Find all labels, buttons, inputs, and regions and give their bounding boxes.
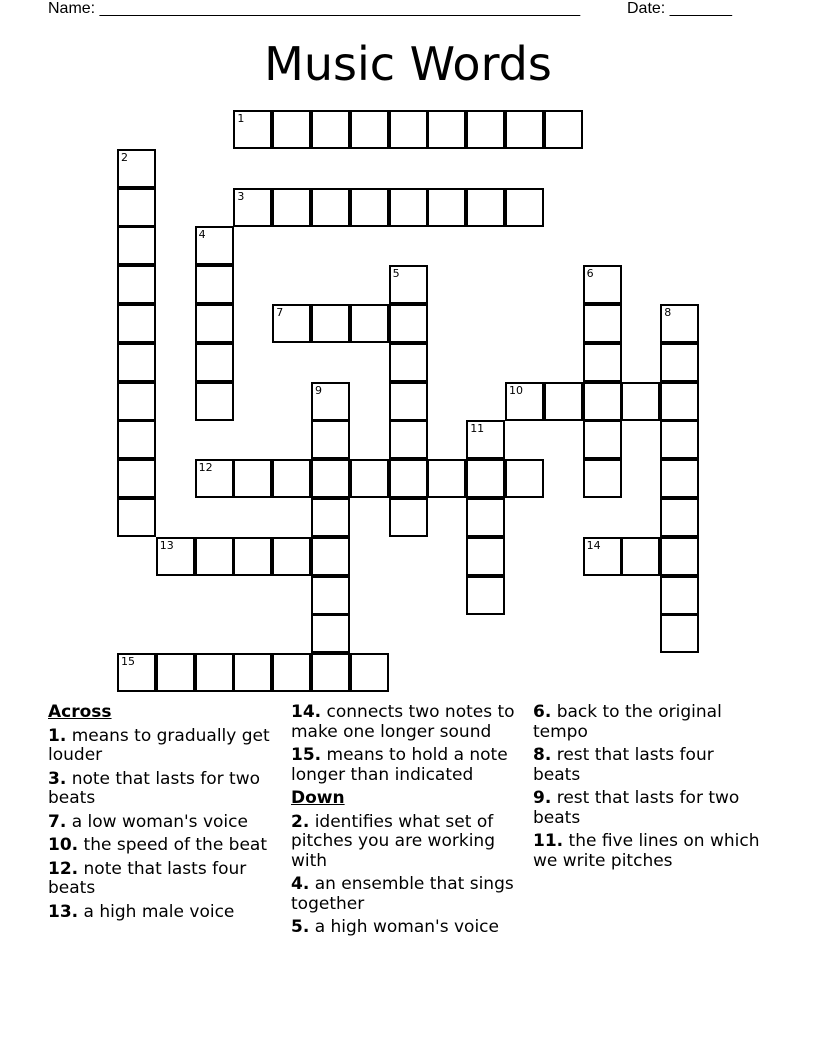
clue-item [533,703,763,742]
grid-cell[interactable] [427,110,466,149]
clue-item-number: 3. [48,768,67,789]
clue-item-number: 4. [291,874,310,894]
clue-item-number: 14. [291,702,322,722]
grid-cell[interactable] [389,188,428,227]
clue-item-text: means to hold a note longer than indicated [291,745,508,785]
grid-cell[interactable] [660,614,699,653]
grid-cell[interactable] [117,149,156,188]
clue-item-text: connects two notes to make one longer sound [291,702,515,742]
grid-cell[interactable] [117,459,156,498]
grid-cell[interactable] [233,459,272,498]
grid-cell[interactable] [195,653,234,692]
grid-cell[interactable] [195,459,234,498]
clue-column-3 [533,703,763,875]
clue-number: 4 [198,228,206,242]
grid-cell[interactable] [311,459,350,498]
grid-cell[interactable] [544,382,583,421]
grid-cell[interactable] [389,265,428,304]
grid-cell[interactable] [311,653,350,692]
grid-cell[interactable] [621,382,660,421]
grid-cell[interactable] [272,304,311,343]
grid-cell[interactable] [195,343,234,382]
grid-cell[interactable] [427,188,466,227]
clue-item-text: note that lasts four beats [48,858,247,898]
clue-column-1 [48,703,288,926]
clue-item-text: a high woman's voice [309,917,499,937]
grid-cell[interactable] [389,382,428,421]
clue-number: 6 [586,267,594,281]
grid-cell[interactable] [466,576,505,615]
grid-cell[interactable] [156,537,195,576]
clue-item-number: 8. [533,745,552,765]
clue-number: 9 [315,383,322,397]
clue-item-text: identifies what set of pitches you are working with [291,811,495,871]
grid-cell[interactable] [466,420,505,459]
clue-item [291,703,531,742]
grid-cell[interactable] [195,304,234,343]
grid-cell[interactable] [117,653,156,692]
clue-item-number: 13. [48,901,79,922]
grid-cell[interactable] [195,226,234,265]
grid-cell[interactable] [583,459,622,498]
date-field-label: Date: _______ [627,0,732,17]
grid-cell[interactable] [505,459,544,498]
grid-cell[interactable] [272,188,311,227]
grid-cell[interactable] [311,110,350,149]
clue-number: 1 [237,112,245,125]
grid-cell[interactable] [389,459,428,498]
grid-cell[interactable] [195,537,234,576]
grid-cell[interactable] [583,537,622,576]
clue-item-number: 10. [48,835,79,855]
clue-number: 15 [121,655,135,669]
clue-item [291,918,531,938]
clue-item-text: an ensemble that sings together [291,874,514,914]
clue-item [48,836,288,856]
grid-cell[interactable] [350,459,389,498]
clue-item-text: means to gradually get louder [48,725,270,765]
grid-cell[interactable] [389,498,428,537]
clue-number: 14 [586,538,601,552]
grid-cell[interactable] [583,382,622,421]
clue-item [48,860,288,899]
grid-cell[interactable] [544,110,583,149]
clue-item-number: 12. [48,858,79,879]
clue-item-text: the five lines on which we write pitches [533,831,760,871]
grid-cell[interactable] [583,265,622,304]
grid-cell[interactable] [466,537,505,576]
grid-cell[interactable] [466,188,505,227]
clue-item-number: 15. [291,745,322,765]
grid-cell[interactable] [311,188,350,227]
grid-cell[interactable] [660,343,699,382]
grid-cell[interactable] [117,265,156,304]
grid-cell[interactable] [117,343,156,382]
grid-cell[interactable] [427,459,466,498]
clue-item-text: rest that lasts for two beats [533,788,740,828]
grid-cell[interactable] [505,382,544,421]
grid-cell[interactable] [389,420,428,459]
grid-cell[interactable] [311,576,350,615]
grid-cell[interactable] [389,110,428,149]
clue-number: 8 [664,306,672,319]
clue-item-text: a high male voice [78,901,235,922]
grid-cell[interactable] [350,653,389,692]
grid-cell[interactable] [505,110,544,149]
grid-cell[interactable] [195,382,234,421]
grid-cell[interactable] [660,537,699,576]
clue-item [48,813,288,833]
grid-cell[interactable] [233,188,272,227]
grid-cell[interactable] [272,653,311,692]
clue-item-text: a low woman's voice [66,811,248,832]
clue-item [291,746,531,785]
clue-item [291,875,531,914]
grid-cell[interactable] [621,537,660,576]
grid-cell[interactable] [311,382,350,421]
clue-item-number: 7. [48,811,67,832]
grid-cell[interactable] [117,226,156,265]
clue-number: 7 [276,306,284,319]
clue-column-2 [291,703,531,942]
grid-cell[interactable] [660,498,699,537]
clue-section-heading: Across [48,702,112,722]
clue-item [48,770,288,809]
puzzle-title: Music Words [264,37,552,91]
grid-cell[interactable] [583,420,622,459]
grid-cell[interactable] [311,420,350,459]
grid-cell[interactable] [233,537,272,576]
clue-item-number: 11. [533,831,564,851]
grid-cell[interactable] [466,498,505,537]
grid-cell[interactable] [350,110,389,149]
grid-cell[interactable] [311,304,350,343]
grid-cell[interactable] [583,304,622,343]
grid-cell[interactable] [311,537,350,576]
grid-cell[interactable] [350,188,389,227]
grid-cell[interactable] [272,537,311,576]
grid-cell[interactable] [660,420,699,459]
clue-item [48,727,288,766]
grid-cell[interactable] [350,304,389,343]
clue-item [48,903,288,923]
clue-item-text: note that lasts for two beats [48,768,261,808]
grid-cell[interactable] [272,459,311,498]
clue-number: 3 [237,189,245,203]
clue-item-number: 6. [533,702,552,722]
clue-number: 12 [198,461,213,475]
grid-cell[interactable] [117,188,156,227]
grid-cell[interactable] [117,420,156,459]
grid-cell[interactable] [389,343,428,382]
grid-cell[interactable] [117,382,156,421]
clue-item-text: back to the original tempo [533,702,722,742]
grid-cell[interactable] [272,110,311,149]
grid-cell[interactable] [233,653,272,692]
grid-cell[interactable] [583,343,622,382]
grid-cell[interactable] [156,653,195,692]
clue-item [291,813,531,872]
grid-cell[interactable] [660,304,699,343]
grid-cell[interactable] [117,498,156,537]
clue-number: 10 [509,383,523,397]
clue-item [533,789,763,828]
name-field-label: Name: ______________________________________________________ [48,0,581,17]
clue-item-text: rest that lasts four beats [533,745,714,785]
grid-cell[interactable] [505,188,544,227]
grid-cell[interactable] [195,265,234,304]
clue-item [533,832,763,871]
grid-cell[interactable] [660,576,699,615]
grid-cell[interactable] [660,459,699,498]
grid-cell[interactable] [233,110,272,149]
grid-cell[interactable] [466,110,505,149]
clue-number: 11 [470,422,485,436]
clue-number: 2 [121,150,128,164]
grid-cell[interactable] [311,498,350,537]
clue-section-heading: Down [291,788,345,808]
clue-number: 13 [159,538,174,552]
grid-cell[interactable] [660,382,699,421]
clue-number: 5 [392,267,400,281]
grid-cell[interactable] [466,459,505,498]
clue-item [533,746,763,785]
clue-item-text: the speed of the beat [78,835,268,855]
grid-cell[interactable] [117,304,156,343]
clue-item-number: 1. [48,725,67,746]
grid-cell[interactable] [389,304,428,343]
clue-item-number: 2. [291,811,310,832]
grid-cell[interactable] [311,614,350,653]
clue-item-number: 5. [291,917,310,937]
clue-item-number: 9. [533,788,552,808]
